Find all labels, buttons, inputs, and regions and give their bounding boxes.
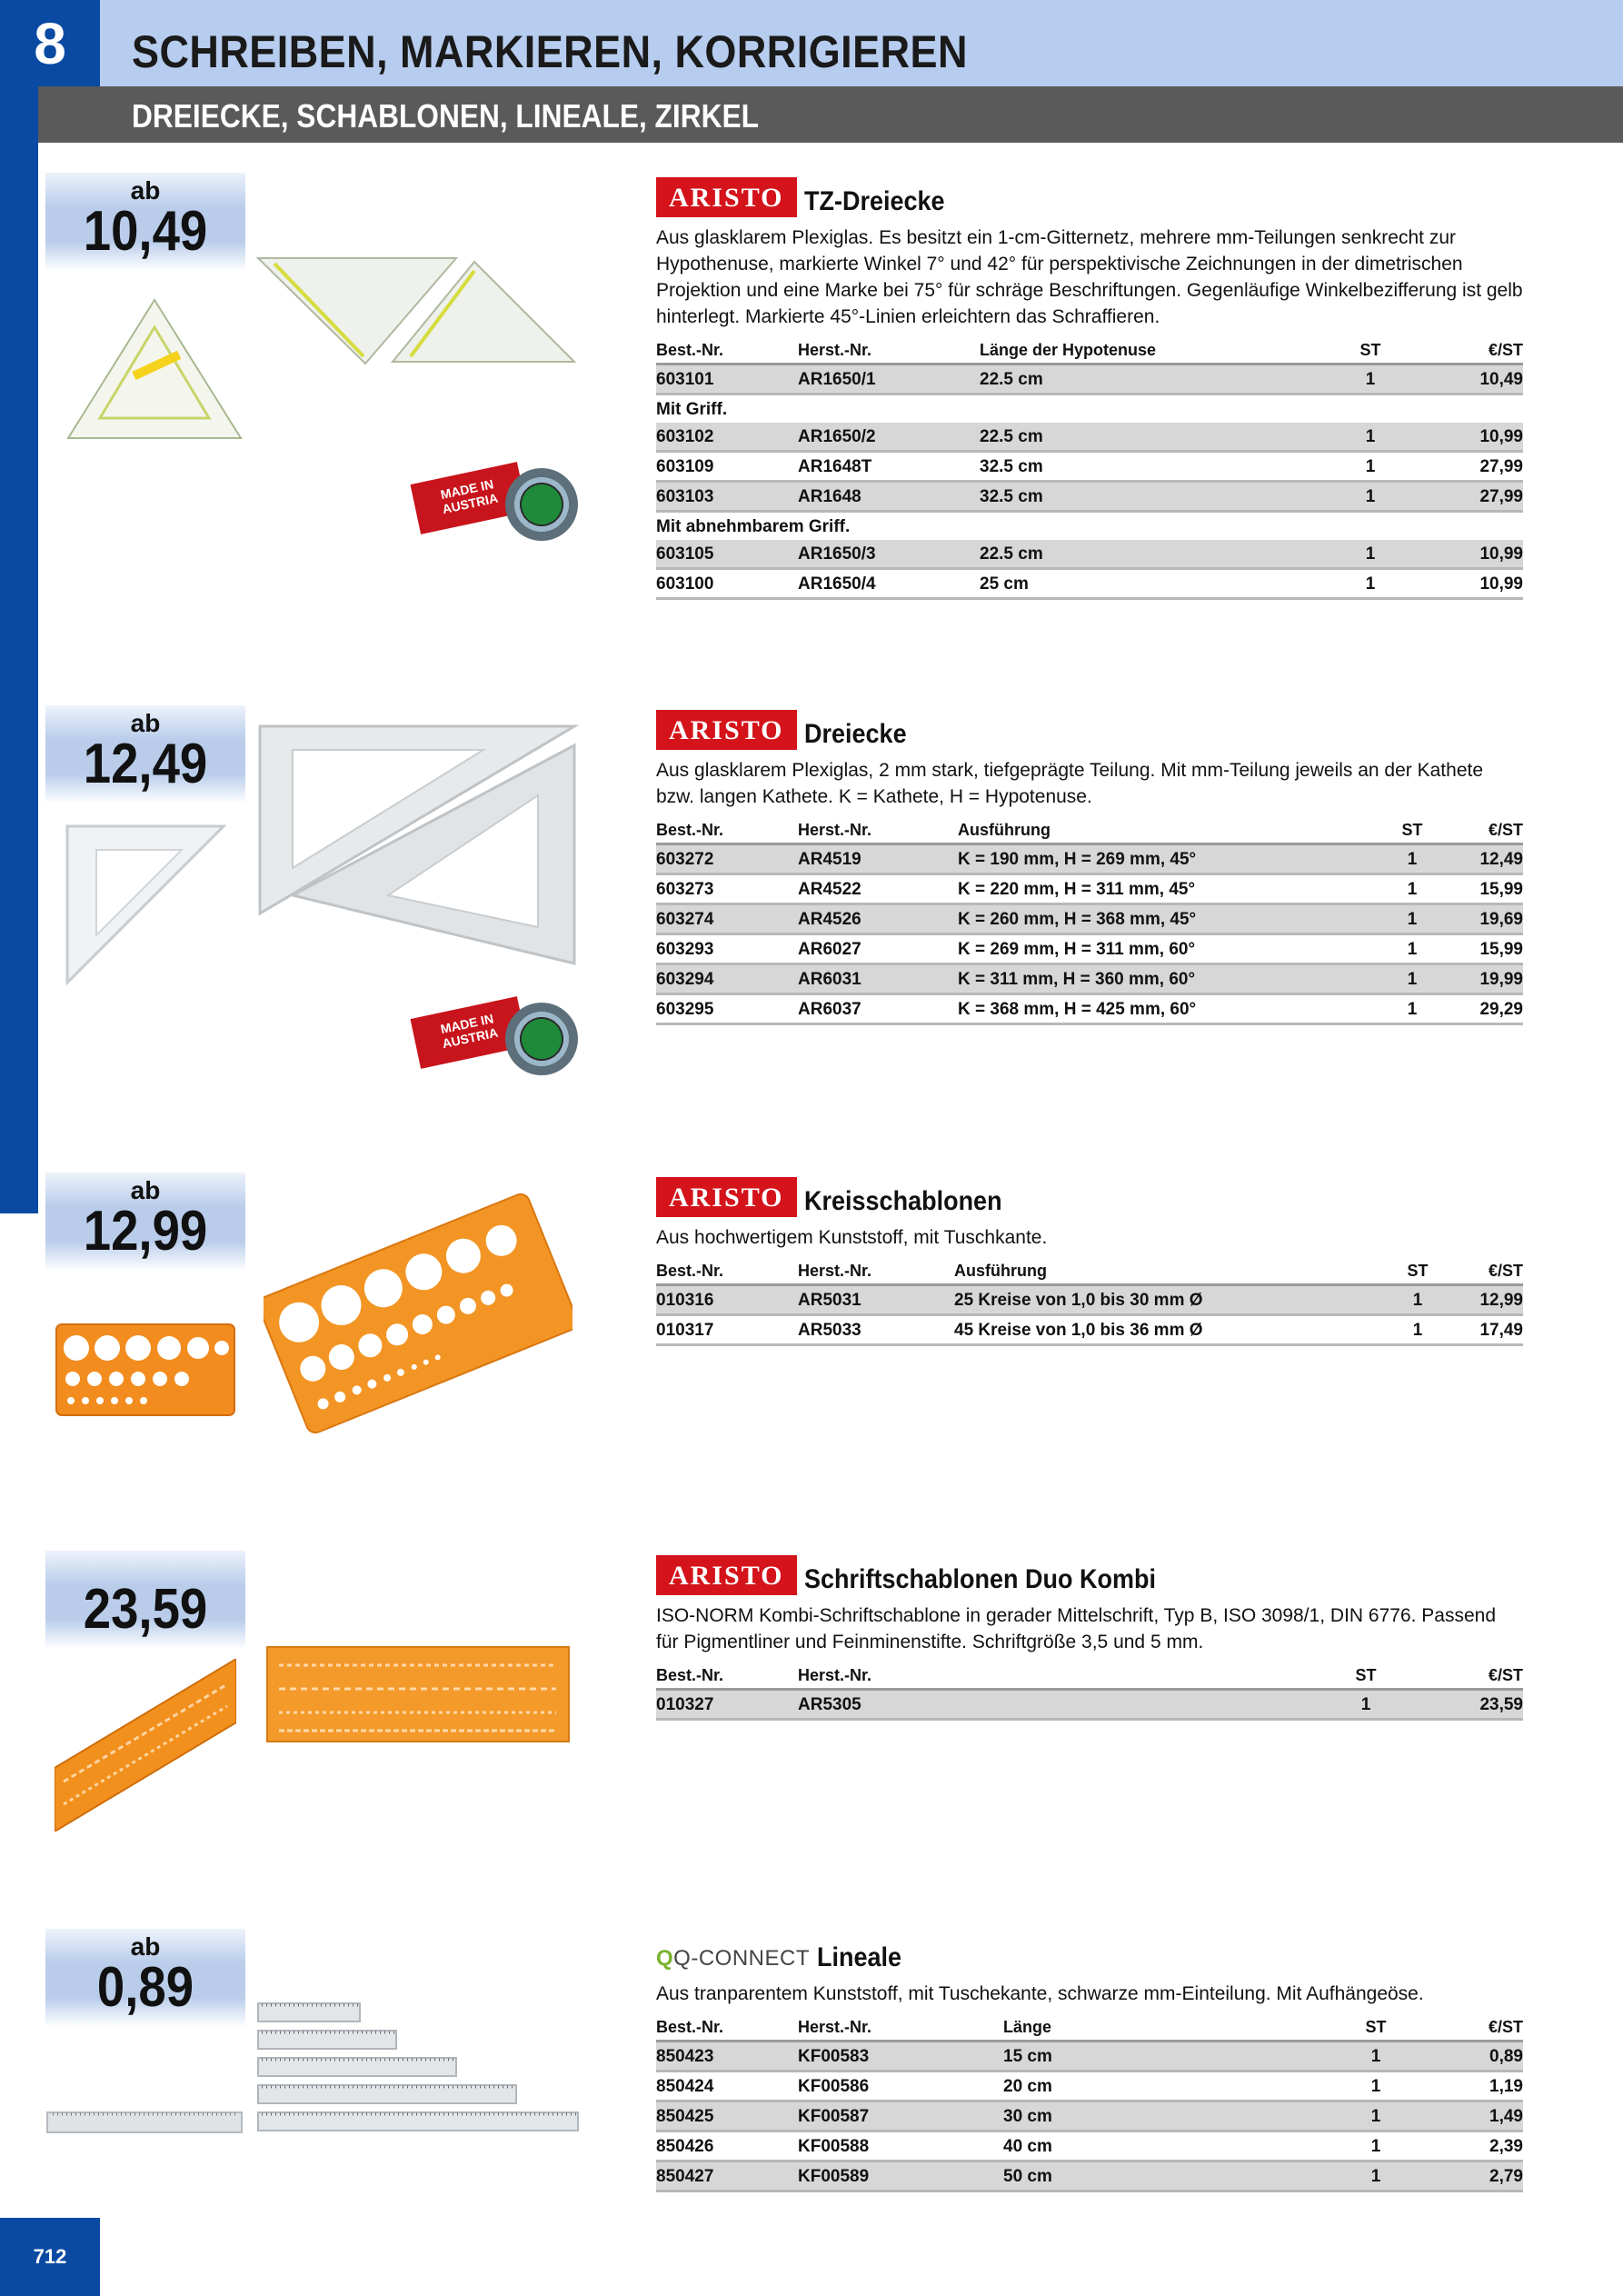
page-number: 712 <box>0 2218 100 2296</box>
manufacturer-number: AR6037 <box>798 994 958 1024</box>
manufacturer-number: AR6031 <box>798 964 958 994</box>
brand-logo <box>656 1944 810 1973</box>
manufacturer-number: AR4519 <box>798 844 958 874</box>
unit-price: 10,99 <box>1407 569 1523 599</box>
manufacturer-number: AR6027 <box>798 934 958 964</box>
quantity: 1 <box>1381 1315 1454 1345</box>
variant: 40 cm <box>1003 2131 1349 2161</box>
product-name: Dreiecke <box>803 719 907 749</box>
product-description: Aus tranparentem Kunststoff, mit Tuschekante, schwarze mm-Einteilung. Mit Aufhängeöse. <box>656 1983 1424 2004</box>
variant: 25 cm <box>980 569 1334 599</box>
manufacturer-number: KF00588 <box>798 2131 1003 2161</box>
product-description: Aus hochwertigem Kunststoff, mit Tuschkante. <box>656 1227 1048 1248</box>
section-title: DREIECKE, SCHABLONEN, LINEALE, ZIRKEL <box>132 97 759 135</box>
tz-triangles-image <box>256 255 583 373</box>
table-header-row <box>656 2016 1523 2041</box>
triangles-image <box>256 723 583 968</box>
table-row <box>656 2161 1523 2191</box>
row-group-label: Mit Griff. <box>656 394 1523 424</box>
quantity: 1 <box>1385 874 1439 904</box>
table-subheading <box>656 394 1523 424</box>
unit-price: 10,99 <box>1407 540 1523 569</box>
table-row <box>656 1315 1523 1345</box>
quantity: 1 <box>1334 569 1407 599</box>
manufacturer-number: KF00587 <box>798 2101 1003 2131</box>
price-value: 12,99 <box>83 1200 208 1263</box>
price-value: 0,89 <box>96 1956 194 2019</box>
product-description: Aus glasklarem Plexiglas, 2 mm stark, tiefgeprägte Teilung. Mit mm-Teilung jeweils an der Kathete bzw. langen Kathete. K = Kathete, H = Hypotenuse. <box>656 760 1484 807</box>
price-badge <box>45 1551 245 1649</box>
table-row <box>656 569 1523 599</box>
quantity: 1 <box>1334 540 1407 569</box>
table-header-row <box>656 1664 1523 1690</box>
variant: 22.5 cm <box>980 540 1334 569</box>
price-badge <box>45 1173 245 1271</box>
manufacturer-number: AR4522 <box>798 874 958 904</box>
table-row <box>656 2071 1523 2101</box>
product-table <box>656 2016 1523 2192</box>
table-row <box>656 1285 1523 1315</box>
order-number: 603293 <box>656 934 798 964</box>
price-prefix: ab <box>130 1932 161 1961</box>
unit-price: 0,89 <box>1403 2041 1523 2071</box>
product-block <box>656 175 1523 600</box>
variant: 15 cm <box>1003 2041 1349 2071</box>
column-header: Herst.-Nr. <box>798 819 958 844</box>
table-row <box>656 540 1523 569</box>
unit-price: 27,99 <box>1407 482 1523 512</box>
rosette-icon <box>505 468 578 541</box>
column-header: ST <box>1349 2016 1403 2041</box>
column-header: €/ST <box>1407 339 1523 364</box>
order-number: 603101 <box>656 364 798 394</box>
product-header <box>656 708 1523 750</box>
product-header <box>656 1553 1523 1595</box>
row-group-label: Mit abnehmbarem Griff. <box>656 512 1523 541</box>
quantity: 1 <box>1381 1285 1454 1315</box>
order-number: 850426 <box>656 2131 798 2161</box>
quantity: 1 <box>1349 2041 1403 2071</box>
product-header <box>656 175 1523 217</box>
order-number: 603273 <box>656 874 798 904</box>
column-header: ST <box>1334 339 1407 364</box>
quantity: 1 <box>1349 2071 1403 2101</box>
price-prefix: ab <box>130 709 161 737</box>
manufacturer-number: AR5305 <box>798 1690 1307 1720</box>
order-number: 010317 <box>656 1315 798 1345</box>
variant: 22.5 cm <box>980 423 1334 452</box>
order-number: 603105 <box>656 540 798 569</box>
column-header: Länge <box>1003 2016 1349 2041</box>
column-header: €/ST <box>1403 2016 1523 2041</box>
product-description: ISO-NORM Kombi-Schriftschablone in gerader Mittelschrift, Typ B, ISO 3098/1, DIN 6776. Passend für Pigmentliner und Feinminenstifte. Schriftgröße 3,5 und 5 mm. <box>656 1605 1497 1652</box>
unit-price: 23,59 <box>1425 1690 1523 1720</box>
unit-price: 17,49 <box>1454 1315 1523 1345</box>
variant: K = 311 mm, H = 360 mm, 60° <box>958 964 1385 994</box>
variant: 30 cm <box>1003 2101 1349 2131</box>
manufacturer-number: AR1650/3 <box>798 540 980 569</box>
rosette-icon <box>505 1003 578 1075</box>
variant: K = 368 mm, H = 425 mm, 60° <box>958 994 1385 1024</box>
rulers-image <box>256 2000 583 2145</box>
brand-logo: ARISTO <box>656 710 797 750</box>
variant: 50 cm <box>1003 2161 1349 2191</box>
chapter-side-bar <box>0 86 38 1213</box>
quantity: 1 <box>1334 364 1407 394</box>
column-header: ST <box>1385 819 1439 844</box>
quantity: 1 <box>1334 482 1407 512</box>
product-header <box>656 1175 1523 1217</box>
quantity: 1 <box>1385 964 1439 994</box>
product-table <box>656 339 1523 600</box>
table-row <box>656 482 1523 512</box>
table-row <box>656 964 1523 994</box>
table-row <box>656 2131 1523 2161</box>
table-row <box>656 934 1523 964</box>
variant: K = 220 mm, H = 311 mm, 45° <box>958 874 1385 904</box>
product-block <box>656 1175 1523 1346</box>
column-header: €/ST <box>1454 1260 1523 1285</box>
price-value: 12,49 <box>83 733 208 795</box>
quantity: 1 <box>1349 2161 1403 2191</box>
manufacturer-number: AR1648 <box>798 482 980 512</box>
price-prefix: ab <box>130 1176 161 1204</box>
unit-price: 10,99 <box>1407 423 1523 452</box>
table-row <box>656 844 1523 874</box>
column-header: €/ST <box>1425 1664 1523 1690</box>
column-header: Best.-Nr. <box>656 2016 798 2041</box>
column-header: Best.-Nr. <box>656 1260 798 1285</box>
variant: K = 269 mm, H = 311 mm, 60° <box>958 934 1385 964</box>
product-table <box>656 1260 1523 1346</box>
table-row <box>656 994 1523 1024</box>
column-header: ST <box>1307 1664 1425 1690</box>
quantity: 1 <box>1349 2131 1403 2161</box>
price-badge <box>45 1929 245 2027</box>
variant: 32.5 cm <box>980 482 1334 512</box>
order-number: 603103 <box>656 482 798 512</box>
circle-template-image <box>55 1323 236 1418</box>
quantity: 1 <box>1385 994 1439 1024</box>
column-header: Best.-Nr. <box>656 339 798 364</box>
order-number: 603102 <box>656 423 798 452</box>
variant: K = 260 mm, H = 368 mm, 45° <box>958 904 1385 934</box>
table-row <box>656 904 1523 934</box>
column-header: Best.-Nr. <box>656 819 798 844</box>
table-row <box>656 452 1523 482</box>
table-header-row <box>656 819 1523 844</box>
brand-name: Q-CONNECT <box>673 1946 810 1971</box>
column-header: ST <box>1381 1260 1454 1285</box>
manufacturer-number: KF00583 <box>798 2041 1003 2071</box>
unit-price: 19,69 <box>1439 904 1523 934</box>
order-number: 010316 <box>656 1285 798 1315</box>
order-number: 850425 <box>656 2101 798 2131</box>
brand-logo: ARISTO <box>656 1177 797 1217</box>
unit-price: 2,79 <box>1403 2161 1523 2191</box>
price-prefix: ab <box>130 176 161 205</box>
made-in-austria-badge: MADE IN AUSTRIA <box>410 996 527 1069</box>
column-header: Herst.-Nr. <box>798 339 980 364</box>
ruler-image <box>45 2109 245 2138</box>
manufacturer-number: AR1650/4 <box>798 569 980 599</box>
brand-logo: ARISTO <box>656 177 797 217</box>
product-block <box>656 708 1523 1025</box>
quantity: 1 <box>1334 423 1407 452</box>
variant: 22.5 cm <box>980 364 1334 394</box>
product-name: Kreisschablonen <box>803 1186 1002 1216</box>
product-description: Aus glasklarem Plexiglas. Es besitzt ein 1-cm-Gitternetz, mehrere mm-Teilungen senkrecht zur Hypothenuse, markierte Winkel 7° und 42° für perspektivische Zeichnungen in der dimetrischen Projektion und eine Marke bei 75° für schräge Beschriftungen. Gegenläufige Winkelbezifferung ist gelb hinterlegt. Markierte 45°-Linien erleichtern das Schraffieren. <box>656 227 1523 327</box>
manufacturer-number: AR5033 <box>798 1315 954 1345</box>
price-value: 10,49 <box>83 200 208 263</box>
unit-price: 15,99 <box>1439 934 1523 964</box>
unit-price: 29,29 <box>1439 994 1523 1024</box>
manufacturer-number: AR5031 <box>798 1285 954 1315</box>
made-in-austria-badge: MADE IN AUSTRIA <box>410 462 527 534</box>
unit-price: 10,49 <box>1407 364 1523 394</box>
variant: K = 190 mm, H = 269 mm, 45° <box>958 844 1385 874</box>
product-name: Schriftschablonen Duo Kombi <box>803 1564 1156 1594</box>
unit-price: 15,99 <box>1439 874 1523 904</box>
table-row <box>656 2041 1523 2071</box>
order-number: 603294 <box>656 964 798 994</box>
manufacturer-number: AR1648T <box>798 452 980 482</box>
column-header: Ausführung <box>958 819 1385 844</box>
price-value: 23,59 <box>83 1578 208 1641</box>
quantity: 1 <box>1307 1690 1425 1720</box>
manufacturer-number: AR1650/1 <box>798 364 980 394</box>
unit-price: 12,49 <box>1439 844 1523 874</box>
manufacturer-number: AR4526 <box>798 904 958 934</box>
unit-price: 19,99 <box>1439 964 1523 994</box>
product-name: TZ-Dreiecke <box>803 186 945 216</box>
manufacturer-number: KF00586 <box>798 2071 1003 2101</box>
lettering-template-image <box>55 1659 236 1832</box>
quantity: 1 <box>1385 904 1439 934</box>
variant: 25 Kreise von 1,0 bis 30 mm Ø <box>954 1285 1381 1315</box>
chapter-number: 8 <box>0 0 100 86</box>
order-number: 603100 <box>656 569 798 599</box>
column-header: €/ST <box>1439 819 1523 844</box>
column-header: Herst.-Nr. <box>798 1664 1307 1690</box>
column-header: Ausführung <box>954 1260 1381 1285</box>
table-row <box>656 2101 1523 2131</box>
variant: 45 Kreise von 1,0 bis 36 mm Ø <box>954 1315 1381 1345</box>
product-table <box>656 819 1523 1025</box>
table-header-row <box>656 339 1523 364</box>
quantity: 1 <box>1385 844 1439 874</box>
table-row <box>656 874 1523 904</box>
table-row <box>656 423 1523 452</box>
price-badge <box>45 705 245 804</box>
lettering-template-large-image <box>265 1645 571 1743</box>
unit-price: 27,99 <box>1407 452 1523 482</box>
column-header: Herst.-Nr. <box>798 2016 1003 2041</box>
table-subheading <box>656 512 1523 541</box>
price-badge <box>45 173 245 271</box>
order-number: 850423 <box>656 2041 798 2071</box>
product-table <box>656 1664 1523 1721</box>
order-number: 603295 <box>656 994 798 1024</box>
tz-triangle-image <box>64 291 245 445</box>
variant: 32.5 cm <box>980 452 1334 482</box>
order-number: 010327 <box>656 1690 798 1720</box>
order-number: 603274 <box>656 904 798 934</box>
q-connect-mark: Q <box>656 1946 674 1971</box>
quantity: 1 <box>1385 934 1439 964</box>
column-header: Länge der Hypotenuse <box>980 339 1334 364</box>
triangle-image <box>64 823 227 986</box>
column-header: Herst.-Nr. <box>798 1260 954 1285</box>
circle-template-large-image <box>264 1191 573 1436</box>
order-number: 603272 <box>656 844 798 874</box>
variant: 20 cm <box>1003 2071 1349 2101</box>
product-block <box>656 1553 1523 1721</box>
quantity: 1 <box>1349 2101 1403 2131</box>
manufacturer-number: AR1650/2 <box>798 423 980 452</box>
table-header-row <box>656 1260 1523 1285</box>
order-number: 850424 <box>656 2071 798 2101</box>
quantity: 1 <box>1334 452 1407 482</box>
order-number: 850427 <box>656 2161 798 2191</box>
product-header <box>656 1932 1523 1973</box>
unit-price: 12,99 <box>1454 1285 1523 1315</box>
table-row <box>656 1690 1523 1720</box>
order-number: 603109 <box>656 452 798 482</box>
manufacturer-number: KF00589 <box>798 2161 1003 2191</box>
brand-logo: ARISTO <box>656 1555 797 1595</box>
product-name: Lineale <box>817 1942 902 1972</box>
unit-price: 1,19 <box>1403 2071 1523 2101</box>
unit-price: 1,49 <box>1403 2101 1523 2131</box>
unit-price: 2,39 <box>1403 2131 1523 2161</box>
product-block <box>656 1932 1523 2192</box>
table-row <box>656 364 1523 394</box>
page-title: SCHREIBEN, MARKIEREN, KORRIGIEREN <box>132 26 968 77</box>
column-header: Best.-Nr. <box>656 1664 798 1690</box>
